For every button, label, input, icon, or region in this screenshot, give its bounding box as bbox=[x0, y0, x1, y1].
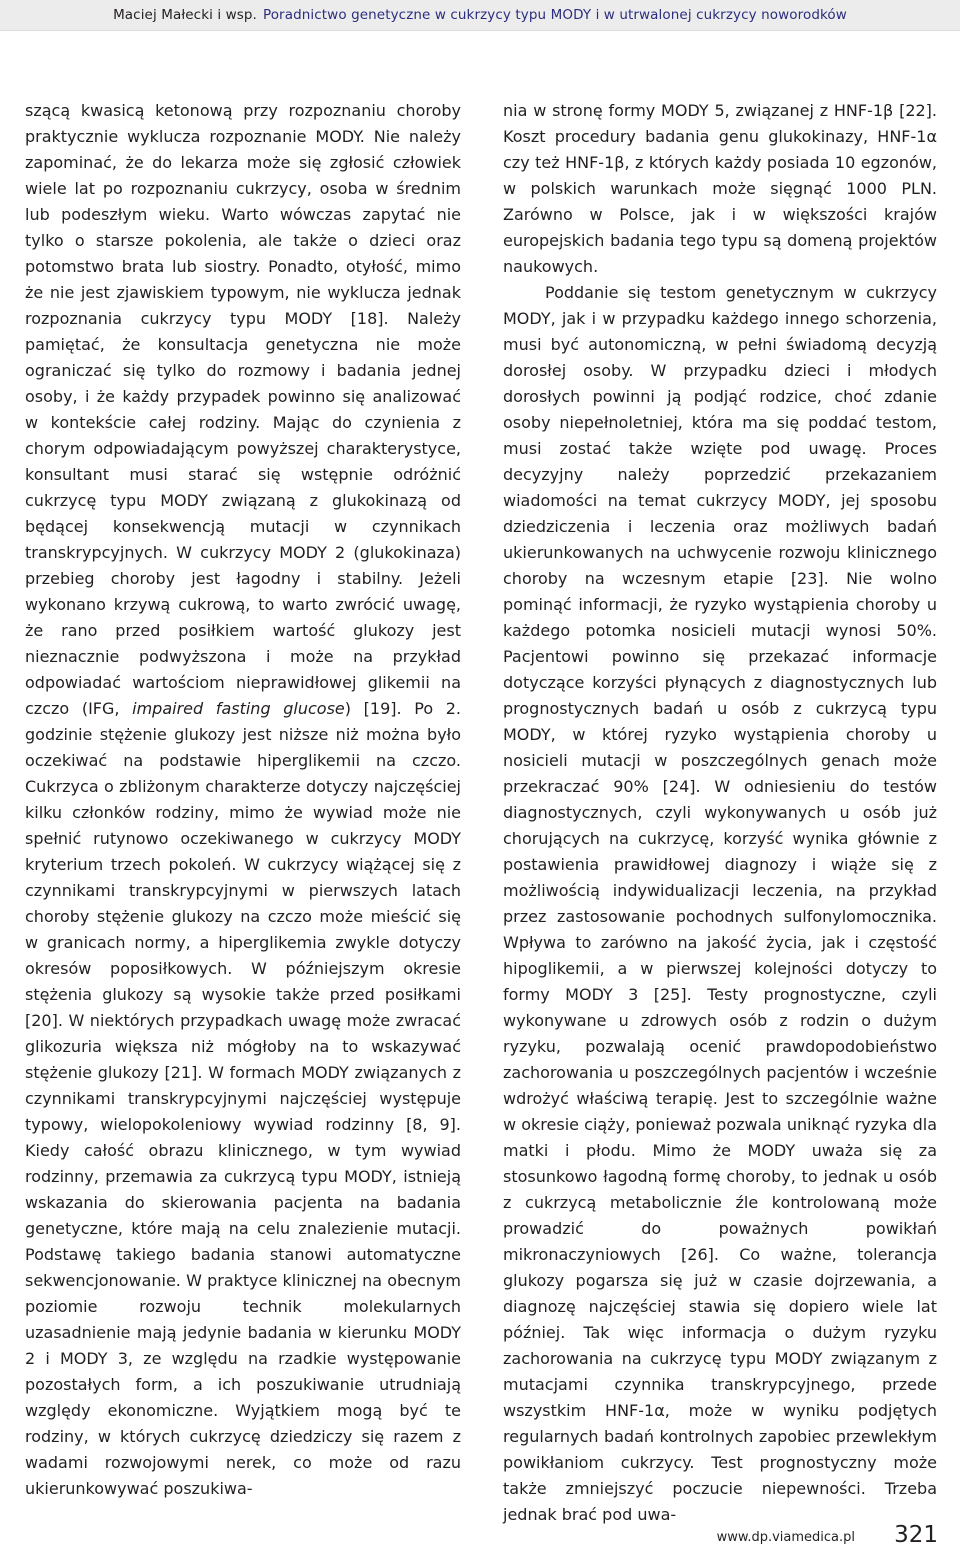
left-column bbox=[25, 98, 461, 1502]
footer-url: www.dp.viamedica.pl bbox=[716, 1530, 855, 1545]
running-header bbox=[0, 0, 960, 31]
right-paragraph-2: Poddanie się testom genetycznym w cukrzycy MODY, jak i w przypadku każdego innego schorzenia, musi być autonomiczną, w pełni świadomą decyzją dorosłej osoby. W przypadku dzieci i młodych dorosłych powinni ją podjąć rodzice, choć zdanie osoby niepełnoletniej, która ma się poddać testom, musi zostać także wzięte pod uwagę. Proces decyzyjny należy poprzedzić przekazaniem wiadomości na temat cukrzycy MODY, jej sposobu dziedziczenia i leczenia oraz możliwych badań ukierunkowanych na uchwycenie rozwoju klinicznego choroby na wczesnym etapie [23]. Nie wolno pominąć informacji, że ryzyko wystąpienia choroby u każdego potomka nosicieli mutacji wynosi 50%. Pacjentowi powinno się przekazać informacje dotyczące korzyści płynących z diagnostycznych lub prognostycznych badań u osób z cukrzycą typu MODY, w której ryzyko wystąpienia choroby u nosicieli mutacji w poszczególnych genach może przekraczać 90% [24]. W odniesieniu do testów diagnostycznych, czyli wykonywanych u osób już chorujących na cukrzycę, korzyść wynika głównie z postawienia prawidłowej diagnozy i wiąże się z możliwością indywidualizacji leczenia, na przykład przez zastosowanie pochodnych sulfonylomocznika. Wpływa to zarówno na jakość życia, jak i częstość hipoglikemii, a w pierwszej kolejności dotyczy to formy MODY 3 [25]. Testy prognostyczne, czyli wykonywane u zdrowych osób z rodzin o dużym ryzyku, pozwalają ocenić prawdopodobieństwo zachorowania u poszczególnych pacjentów i wcześnie wdrożyć właściwą terapię. Jest to szczególnie ważne w okresie ciąży, ponieważ pozwala uniknąć ryzyka dla matki i płodu. Mimo że MODY uważa się za stosunkowo łagodną formę choroby, to jednak u osób z cukrzycą metabolicznie źle kontrolowaną może prowadzić do poważnych powikłań mikronaczyniowych [26]. Co ważne, tolerancja glukozy pogarsza się już w czasie dojrzewania, a diagnozę najczęściej stawia się dopiero wiele lat później. Tak więc informacja o dużym ryzyku zachorowania na cukrzycę typu MODY związanym z mutacjami czynnika transkrypcyjnego, przede wszystkim HNF-1α, może w wyniku podjętych regularnych badań kontrolnych zapobiec przewlekłym powikłaniom cukrzycy. Test prognostyczny może także zmniejszyć poczucie niepewności. Trzeba jednak brać pod uwa- bbox=[503, 283, 937, 1524]
left-text-part-b: ) [19]. Po 2. godzinie stężenie glukozy jest niższe niż można było oczekiwać na podstawie hiperglikemii na czczo. Cukrzyca o zbliżonym charakterze dotyczy najczęściej kilku członków rodziny, mimo że wywiad może nie spełnić rutynowo oczekiwanego w cukrzycy MODY kryterium trzech pokoleń. W cukrzycy wiążącej się z czynnikami transkrypcyjnymi w pierwszych latach choroby stężenie glukozy na czczo może mieścić się w granicach normy, a hiperglikemia zwykle dotyczy okresów poposiłkowych. W późniejszym okresie stężenia glukozy są wysokie także przed posiłkami [20]. W niektórych przypadkach uwagę może zwracać glikozuria większa niż mógłoby na to wskazywać stężenie glukozy [21]. W formach MODY związanych z czynnikami transkrypcyjnymi najczęściej występuje typowy, wielopokoleniowy wywiad rodzinny [8, 9]. Kiedy całość obrazu klinicznego, w tym wywiad rodzinny, przemawia za cukrzycą typu MODY, istnieją wskazania do skierowania pacjenta na badania genetyczne, które mają na celu znalezienie mutacji. Podstawę takiego badania stanowi automatyczne sekwencjonowanie. W praktyce klinicznej na obecnym poziomie rozwoju technik molekularnych uzasadnienie mają jedynie badania w kierunku MODY 2 i MODY 3, ze względu na rzadkie występowanie pozostałych form, a ich poszukiwanie utrudniają względy ekonomiczne. Wyjątkiem mogą być te rodziny, w których cukrzycę dziedziczy się razem z wadami rozwojowymi nerek, co może od razu ukierunkowywać poszukiwa- bbox=[25, 699, 462, 1498]
page-footer bbox=[0, 1522, 960, 1552]
left-paragraph bbox=[25, 98, 461, 1502]
header-authors: Maciej Małecki i wsp. bbox=[113, 7, 257, 23]
left-text-italic-term: impaired fasting glucose bbox=[132, 699, 345, 718]
page-number: 321 bbox=[894, 1522, 938, 1548]
left-text-part-a: szącą kwasicą ketonową przy rozpoznaniu choroby praktycznie wyklucza rozpoznanie MODY. Nie należy zapominać, że do lekarza może się zgłosić człowiek wiele lat po rozpoznaniu cukrzycy, osoba w średnim lub podeszłym wieku. Warto wówczas zapytać nie tylko o starsze pokolenia, ale także o dzieci oraz potomstwo brata lub siostry. Ponadto, otyłość, mimo że nie jest zjawiskiem typowym, nie wyklucza jednak rozpoznania cukrzycy typu MODY [18]. Należy pamiętać, że konsultacja genetyczna nie może ograniczać się tylko do rozmowy i badania jednej osoby, i że każdy przypadek powinno się analizować w kontekście całej rodziny. Mając do czynienia z chorym odpowiadającym powyższej charakterystyce, konsultant musi starać się wstępnie odróżnić cukrzycę typu MODY związaną z glukokinazą od będącej konsekwencją mutacji w czynnikach transkrypcyjnych. W cukrzycy MODY 2 (glukokinaza) przebieg choroby jest łagodny i stabilny. Jeżeli wykonano krzywą cukrową, to warto zwrócić uwagę, że rano przed posiłkiem wartość glukozy jest nieznacznie podwyższona i może na przykład odpowiadać wartościom nieprawidłowej glikemii na czczo (IFG, bbox=[25, 101, 461, 718]
right-paragraph-1: nia w stronę formy MODY 5, związanej z HNF-1β [22]. Koszt procedury badania genu glukokinazy, HNF-1α czy też HNF-1β, z których każdy posiada 10 egzonów, w polskich warunkach może sięgnąć 1000 PLN. Zarówno w Polsce, jak i w większości krajów europejskich badania tego typu są domeną projektów naukowych. bbox=[503, 101, 937, 276]
header-article-title: Poradnictwo genetyczne w cukrzycy typu MODY i w utrwalonej cukrzycy noworodków bbox=[262, 7, 847, 23]
right-column bbox=[503, 98, 937, 1528]
